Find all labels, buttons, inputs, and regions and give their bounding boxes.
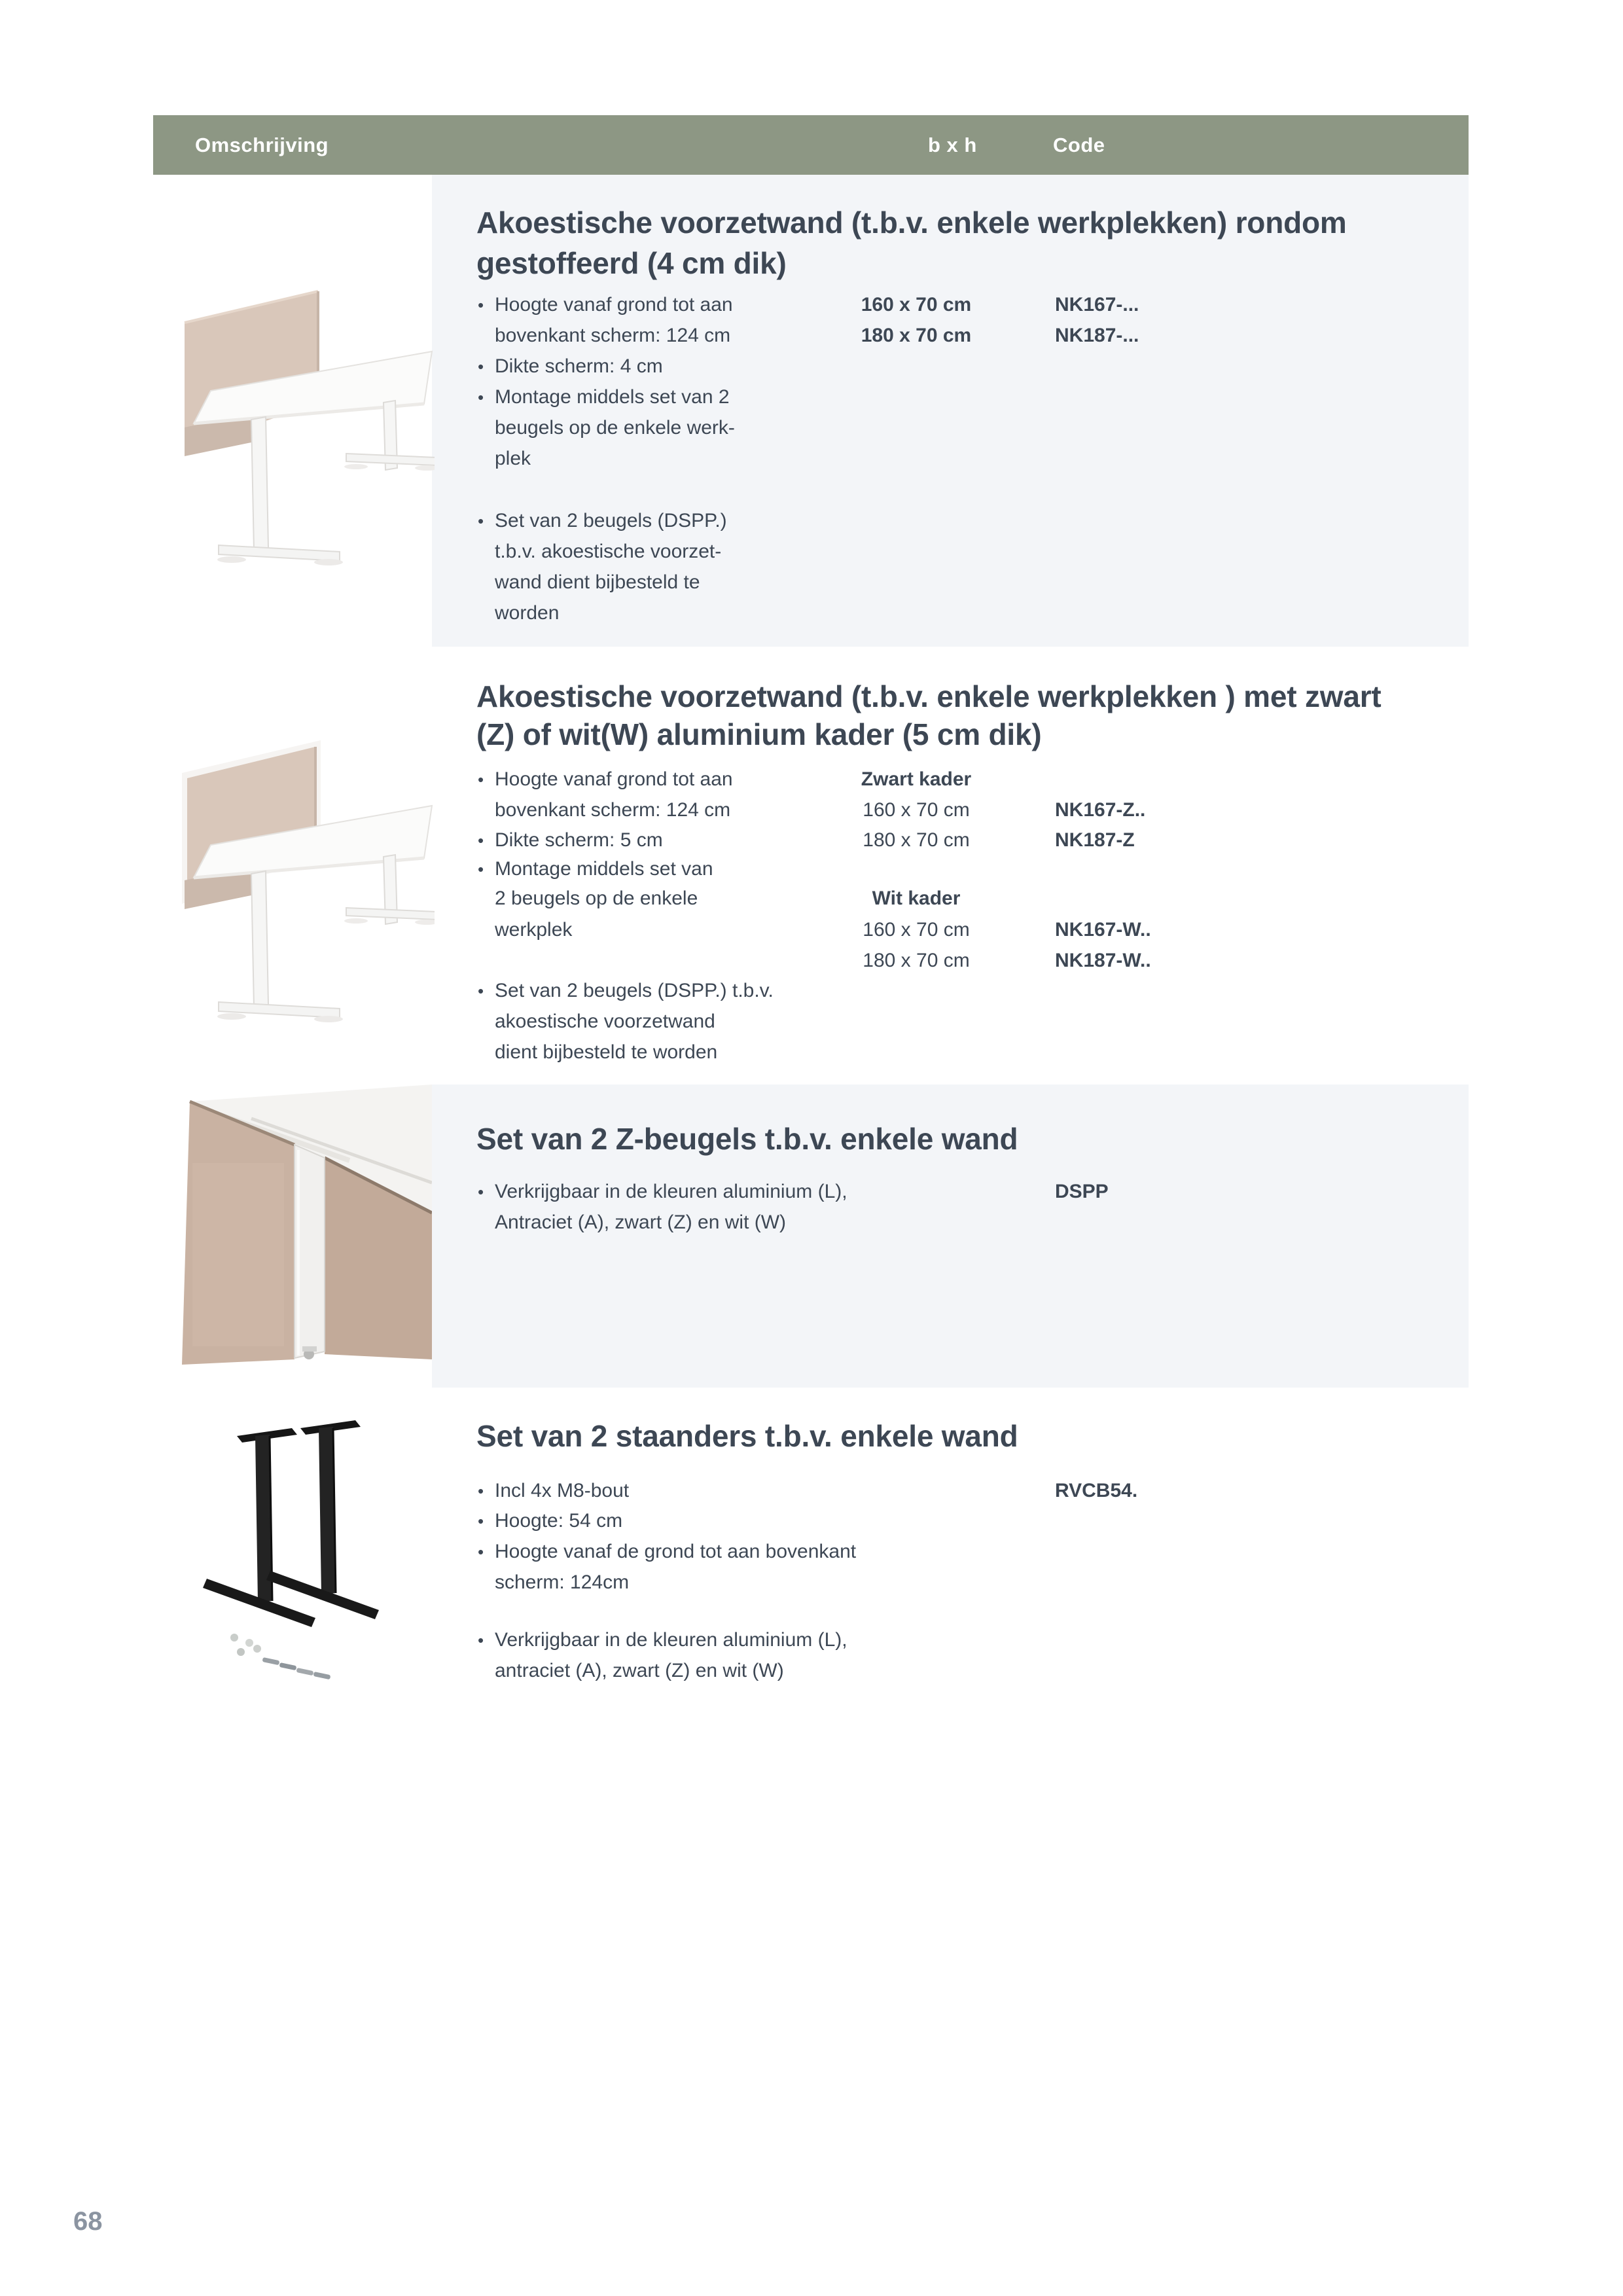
bullet-line: • Hoogte vanaf grond tot aan xyxy=(478,294,733,315)
section-title: gestoffeerd (4 cm dik) xyxy=(476,246,787,280)
stands-illustration xyxy=(164,1407,445,1689)
bullet-line: 2 beugels op de enkele xyxy=(495,888,698,909)
bullet-icon: • xyxy=(478,1182,484,1202)
product-photo-z-bracket-closeup xyxy=(153,1085,432,1369)
product-code: RVCB54. xyxy=(1055,1480,1138,1501)
column-header-description: Omschrijving xyxy=(195,133,329,156)
bullet-icon: • xyxy=(478,387,484,407)
bullet-line: antraciet (A), zwart (Z) en wit (W) xyxy=(495,1660,784,1681)
bullet-line: wand dient bijbesteld te xyxy=(495,571,700,593)
desk-illustration xyxy=(153,252,435,573)
dimension-value: 160 x 70 cm xyxy=(863,799,970,821)
product-code: NK167-Z.. xyxy=(1055,799,1146,821)
bullet-line: • Hoogte vanaf de grond tot aan bovenkant xyxy=(478,1541,857,1562)
bracket-illustration xyxy=(153,1085,432,1369)
bullet-line: • Set van 2 beugels (DSPP.) xyxy=(478,510,727,531)
bullet-line: • Dikte scherm: 4 cm xyxy=(478,355,663,377)
column-header-size: b x h xyxy=(928,133,977,156)
bullet-icon: • xyxy=(478,1511,484,1531)
bullet-icon: • xyxy=(478,1481,484,1501)
bullet-line: • Set van 2 beugels (DSPP.) t.b.v. xyxy=(478,980,774,1001)
bullet-line: • Montage middels set van 2 xyxy=(478,386,730,408)
dimension-value: 180 x 70 cm xyxy=(863,950,970,971)
section-title: Akoestische voorzetwand (t.b.v. enkele werkplekken) rondom xyxy=(476,206,1347,240)
bullet-line: Antraciet (A), zwart (Z) en wit (W) xyxy=(495,1211,787,1233)
bullet-line: • Hoogte vanaf grond tot aan xyxy=(478,768,733,790)
product-photo-acoustic-panel-desk-2 xyxy=(153,704,435,1034)
bullet-line: • Verkrijgbaar in de kleuren aluminium (L), xyxy=(478,1629,847,1651)
frame-color-heading-white: Wit kader xyxy=(872,888,961,909)
section-title: (Z) of wit(W) aluminium kader (5 cm dik) xyxy=(476,717,1042,751)
bullet-icon: • xyxy=(478,770,484,789)
bullet-icon: • xyxy=(478,1630,484,1650)
dimension-value: 180 x 70 cm xyxy=(861,325,972,346)
bullet-line: bovenkant scherm: 124 cm xyxy=(495,325,731,346)
dimension-value: 160 x 70 cm xyxy=(861,294,972,315)
product-photo-t-stands xyxy=(164,1407,445,1689)
bullet-line: • Verkrijgbaar in de kleuren aluminium (L), xyxy=(478,1181,847,1202)
product-code: NK187-Z xyxy=(1055,829,1135,851)
frame-color-heading-black: Zwart kader xyxy=(861,768,972,790)
section-title: Set van 2 Z-beugels t.b.v. enkele wand xyxy=(476,1122,1018,1156)
desk-illustration-framed xyxy=(153,704,435,1034)
bullet-line: • Hoogte: 54 cm xyxy=(478,1510,623,1532)
bullet-icon: • xyxy=(478,511,484,531)
product-code: NK167-... xyxy=(1055,294,1139,315)
bullet-line: beugels op de enkele werk- xyxy=(495,417,735,439)
bullet-line: • Montage middels set van xyxy=(478,858,713,880)
dimension-value: 180 x 70 cm xyxy=(863,829,970,851)
bullet-icon: • xyxy=(478,357,484,376)
bullet-icon: • xyxy=(478,859,484,879)
bullet-line: bovenkant scherm: 124 cm xyxy=(495,799,731,821)
bullet-icon: • xyxy=(478,1542,484,1562)
product-code: NK167-W.. xyxy=(1055,919,1151,941)
bullet-line: plek xyxy=(495,448,531,469)
bullet-icon: • xyxy=(478,831,484,850)
product-photo-acoustic-panel-desk-1 xyxy=(153,252,435,573)
section-title: Set van 2 staanders t.b.v. enkele wand xyxy=(476,1419,1018,1453)
table-header-bar xyxy=(153,115,1469,175)
bullet-line: akoestische voorzetwand xyxy=(495,1011,715,1032)
product-code: NK187-... xyxy=(1055,325,1139,346)
product-code: DSPP xyxy=(1055,1181,1109,1202)
column-header-code: Code xyxy=(1053,133,1105,156)
dimension-value: 160 x 70 cm xyxy=(863,919,970,941)
product-code: NK187-W.. xyxy=(1055,950,1151,971)
bullet-line: dient bijbesteld te worden xyxy=(495,1041,718,1063)
page-number: 68 xyxy=(73,2207,103,2236)
bullet-line: werkplek xyxy=(495,919,573,941)
bullet-line: t.b.v. akoestische voorzet- xyxy=(495,541,722,562)
bullet-line: • Dikte scherm: 5 cm xyxy=(478,829,663,851)
section-title: Akoestische voorzetwand (t.b.v. enkele werkplekken ) met zwart xyxy=(476,679,1382,713)
bullet-line: scherm: 124cm xyxy=(495,1571,630,1593)
bullet-icon: • xyxy=(478,295,484,315)
bullet-line: • Incl 4x M8-bout xyxy=(478,1480,630,1501)
bullet-line: worden xyxy=(495,602,560,624)
bullet-icon: • xyxy=(478,981,484,1001)
